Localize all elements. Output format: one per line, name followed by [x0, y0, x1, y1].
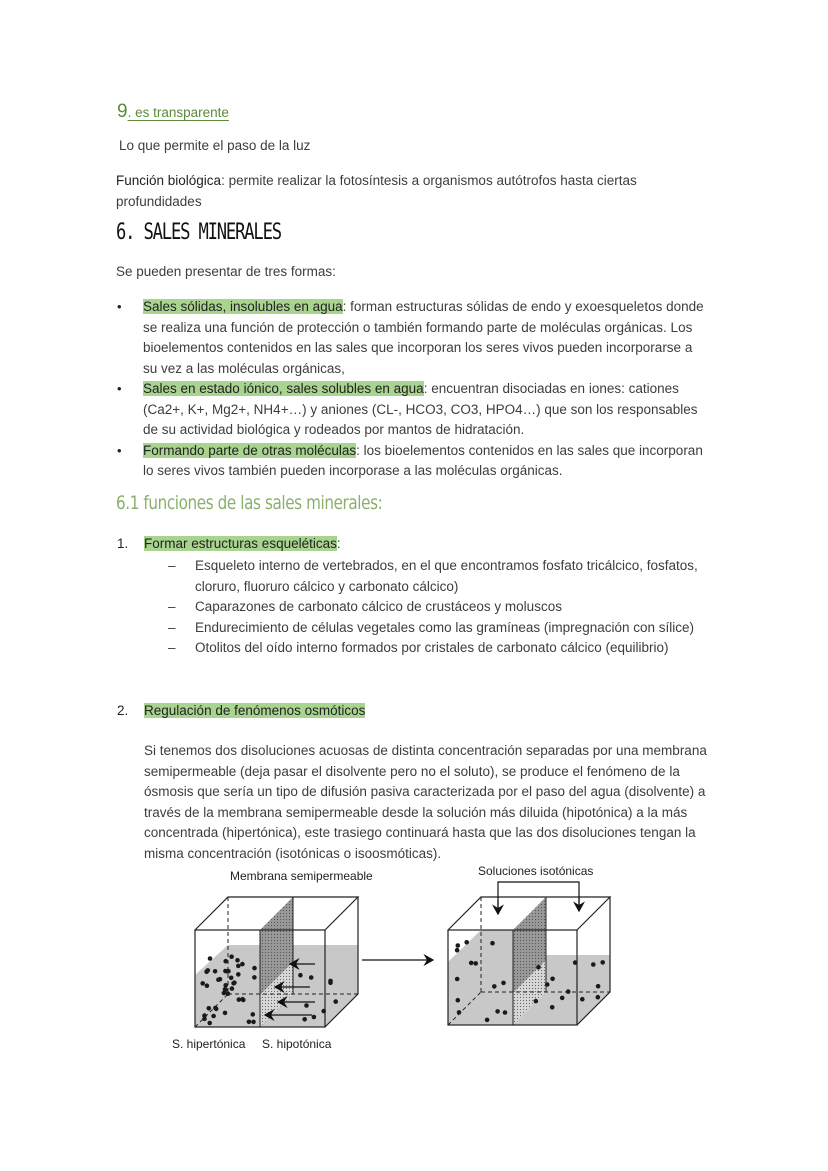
solute-particle	[600, 960, 605, 965]
section-9-title: . es transparente	[127, 105, 229, 120]
bullet-icon: •	[117, 299, 122, 314]
solute-particle	[240, 962, 245, 967]
solute-particle	[226, 991, 231, 996]
item-text: Otolitos del oído interno formados por cristales de carbonato cálcico (equilibrio)	[195, 640, 669, 655]
solute-particle	[457, 1010, 462, 1015]
solute-particle	[202, 1017, 207, 1022]
solute-particle	[236, 964, 241, 969]
solute-particle	[240, 997, 245, 1002]
form-highlight: Sales en estado iónico, sales solubles en agua	[143, 381, 424, 396]
solute-particle	[456, 998, 461, 1003]
solute-particle	[251, 1012, 256, 1017]
form-text: : los bioelementos contenidos en las sales que incorporan lo seres vivos también pueden incorporase a las moléculas orgánicas.	[143, 442, 703, 478]
solute-particle	[573, 960, 578, 965]
solute-particle	[566, 989, 571, 994]
form-highlight: Formando parte de otras moléculas	[143, 442, 357, 458]
solute-particle	[501, 981, 506, 986]
item-text: Esqueleto interno de vertebrados, en el que encontramos fosfato tricálcico, fosfatos, cloruro, fluoruro cálcico y carbonato cálcico)	[195, 558, 698, 594]
function-1-title: Formar estructuras esqueléticas	[144, 536, 337, 551]
solute-particle	[492, 984, 497, 989]
solute-particle	[302, 1017, 307, 1022]
solute-particle	[247, 1020, 252, 1025]
solute-particle	[236, 972, 241, 977]
dash-icon: –	[168, 619, 176, 635]
solute-particle	[536, 965, 541, 970]
solute-particle	[469, 961, 474, 966]
solute-particle	[251, 1020, 256, 1025]
solute-particle	[534, 999, 539, 1004]
label-isotonic: Soluciones isotónicas	[478, 864, 594, 878]
solute-particle	[464, 940, 469, 945]
function-text: : permite realizar la fotosíntesis a organismos autótrofos hasta ciertas profundidades	[116, 173, 637, 209]
function-2-paragraph: Si tenemos dos disoluciones acuosas de distinta concentración separadas por una membrana semipermeable (deja pasar el disolvente pero no el soluto), se produce el fenómeno de la ósmosis que sería un tipo de difusión pasiva caracterizada por el paso del agua (disolvente) a través de la membrana semipermeable desde la solución más diluida (hipotónica) a la más concentrada (hipertónica), este trasiego continuará hasta que las dos disoluciones tengan la misma concentración (isotónicas o isoosmóticas).	[144, 743, 707, 861]
item-text: Caparazones de carbonato cálcico de crustáceos y moluscos	[195, 599, 562, 614]
solute-particle	[230, 986, 235, 991]
solute-particle	[485, 1018, 490, 1023]
solute-particle	[304, 1003, 309, 1008]
solute-particle	[333, 999, 338, 1004]
function-1-number: 1.	[117, 536, 129, 551]
label-membrane: Membrana semipermeable	[230, 869, 373, 883]
solute-particle	[207, 1021, 212, 1026]
solute-particle	[455, 948, 460, 953]
solute-particle	[229, 976, 234, 981]
function-label: Función biológica	[116, 173, 222, 188]
item-text: Endurecimiento de células vegetales como las gramíneas (impregnación con sílice)	[195, 619, 694, 635]
form-highlight: Sales sólidas, insolubles en agua	[143, 299, 343, 314]
solute-particle	[596, 984, 601, 989]
function-2-title: Regulación de fenómenos osmóticos	[144, 703, 366, 718]
solute-particle	[216, 977, 221, 982]
solute-particle	[455, 977, 460, 982]
solute-particle	[235, 958, 240, 963]
solute-particle	[223, 1011, 228, 1016]
solute-particle	[223, 987, 228, 992]
cube-before	[195, 897, 358, 1027]
solute-particle	[213, 969, 218, 974]
solute-particle	[560, 996, 565, 1001]
solute-particle	[312, 1015, 317, 1020]
solute-particle	[596, 995, 601, 1000]
section-9-description: Lo que permite el paso de la luz	[119, 138, 311, 153]
solute-particle	[490, 941, 495, 946]
solute-particle	[503, 1010, 508, 1015]
solute-particle	[591, 962, 596, 967]
solute-particle	[321, 1009, 326, 1014]
solute-particle	[207, 1006, 212, 1011]
solute-particle	[223, 959, 228, 964]
solute-particle	[328, 981, 333, 986]
cube-after	[448, 882, 610, 1025]
solute-particle	[213, 1006, 218, 1011]
solute-particle	[309, 975, 314, 980]
solute-particle	[545, 982, 550, 987]
form-text: : forman estructuras sólidas de endo y exoesqueletos donde se realiza una función de protección o también formando parte de moléculas orgánicas. Los bioelementos contenidos en las sales que incorporan los seres vivos pueden incorporarse a su vez a las moléculas orgánicas,	[143, 299, 704, 376]
function-2-number: 2.	[117, 703, 129, 718]
section-9-number: 9	[117, 101, 128, 122]
solute-particle	[225, 969, 230, 974]
solute-particle	[229, 954, 234, 959]
bullet-icon: •	[117, 381, 122, 396]
dash-icon: –	[168, 599, 176, 614]
solute-particle	[473, 961, 478, 966]
solute-particle	[580, 997, 585, 1002]
solute-particle	[550, 1005, 555, 1010]
dash-icon: –	[168, 558, 176, 573]
form-text: : encuentran disociadas en iones: cationes (Ca2+, K+, Mg2+, NH4+…) y aniones (CL-, HCO3, CO3, HPO4…) que son los responsables de su actividad biológica y rodeados por mantos de hidratación.	[143, 381, 698, 437]
solute-particle	[200, 981, 205, 986]
solute-particle	[211, 1014, 216, 1019]
solute-particle	[550, 977, 555, 982]
solute-particle	[456, 943, 461, 948]
solute-particle	[495, 1009, 500, 1014]
label-hypertonic: S. hipertónica	[172, 1037, 246, 1051]
solute-particle	[232, 980, 237, 985]
function-1-suffix: :	[336, 536, 341, 551]
solute-particle	[223, 983, 228, 988]
dash-icon: –	[168, 640, 176, 655]
bullet-icon: •	[117, 442, 122, 458]
solute-particle	[252, 975, 257, 980]
solute-particle	[298, 973, 303, 978]
section-6-intro: Se pueden presentar de tres formas:	[116, 264, 336, 279]
label-hypotonic: S. hipotónica	[262, 1037, 332, 1051]
solute-particle	[205, 983, 210, 988]
solute-particle	[252, 966, 257, 971]
section-6-heading: 6. SALES MINERALES	[116, 220, 281, 245]
solute-particle	[208, 956, 213, 961]
section-6-1-heading: 6.1 funciones de las sales minerales:	[116, 492, 383, 514]
solute-particle	[206, 968, 211, 973]
